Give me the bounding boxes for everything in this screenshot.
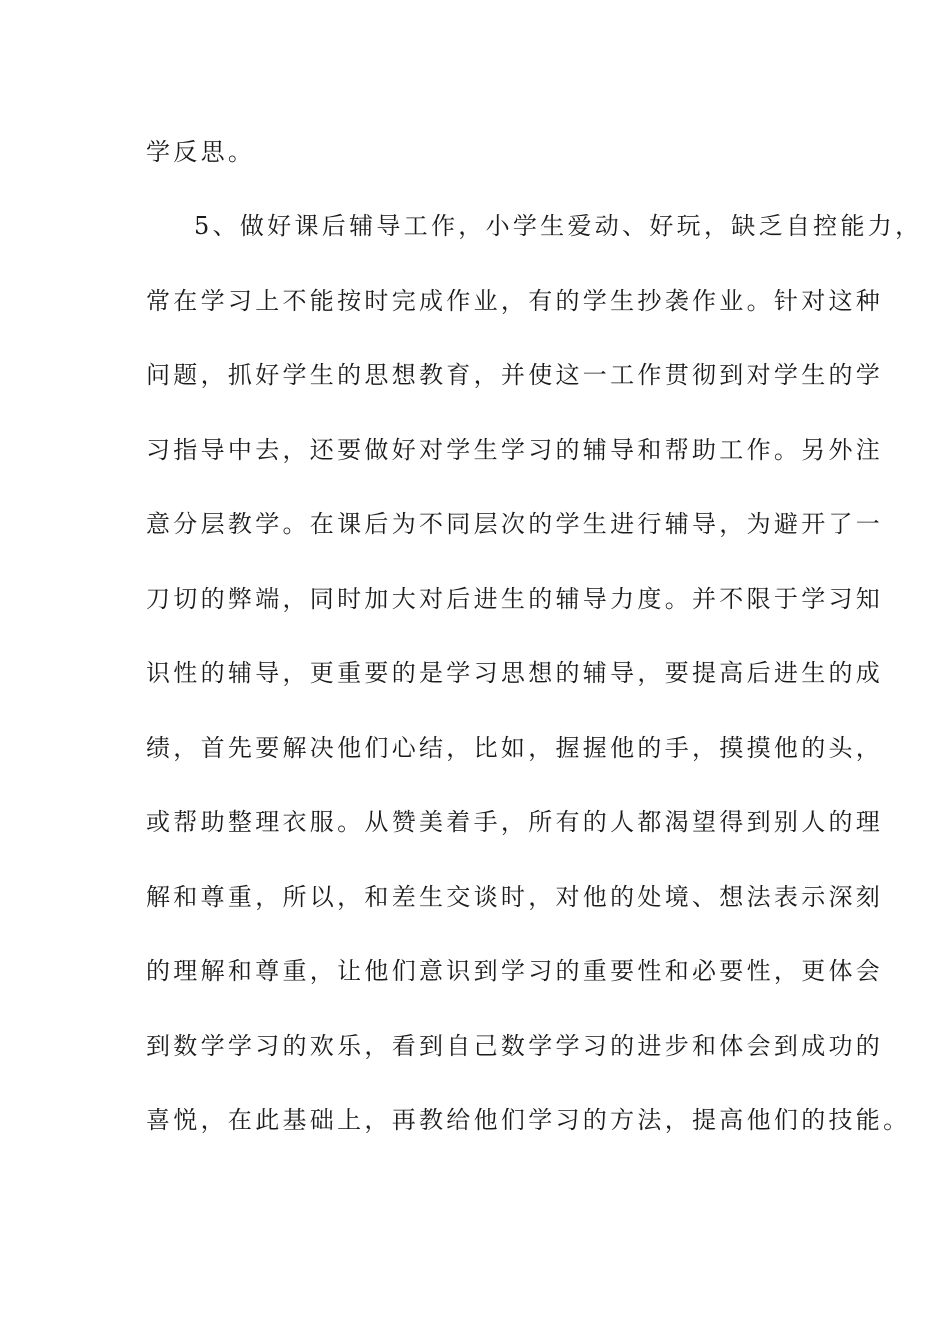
text-line-5: 习指导中去，还要做好对学生学习的辅导和帮助工作。另外注: [146, 436, 884, 464]
text-line-6: 意分层教学。在课后为不同层次的学生进行辅导，为避开了一: [146, 510, 884, 538]
text-line-7: 刀切的弊端，同时加大对后进生的辅导力度。并不限于学习知: [146, 585, 884, 613]
text-line-4: 问题，抓好学生的思想教育，并使这一工作贯彻到对学生的学: [146, 361, 884, 389]
text-line-14: 喜悦，在此基础上，再教给他们学习的方法，提高他们的技能。: [146, 1106, 911, 1134]
text-line-1: 学反思。: [146, 138, 256, 166]
text-line-3: 常在学习上不能按时完成作业，有的学生抄袭作业。针对这种: [146, 287, 884, 315]
text-line-10: 或帮助整理衣服。从赞美着手，所有的人都渴望得到别人的理: [146, 808, 884, 836]
paragraph-start-line: 5、做好课后辅导工作，小学生爱动、好玩，缺乏自控能力，: [194, 212, 923, 240]
text-line-13: 到数学学习的欢乐，看到自己数学学习的进步和体会到成功的: [146, 1032, 884, 1060]
text-line-9: 绩，首先要解决他们心结，比如，握握他的手，摸摸他的头，: [146, 734, 884, 762]
text-line-12: 的理解和尊重，让他们意识到学习的重要性和必要性，更体会: [146, 957, 884, 985]
text-line-11: 解和尊重，所以，和差生交谈时，对他的处境、想法表示深刻: [146, 883, 884, 911]
text-line-8: 识性的辅导，更重要的是学习思想的辅导，要提高后进生的成: [146, 659, 884, 687]
